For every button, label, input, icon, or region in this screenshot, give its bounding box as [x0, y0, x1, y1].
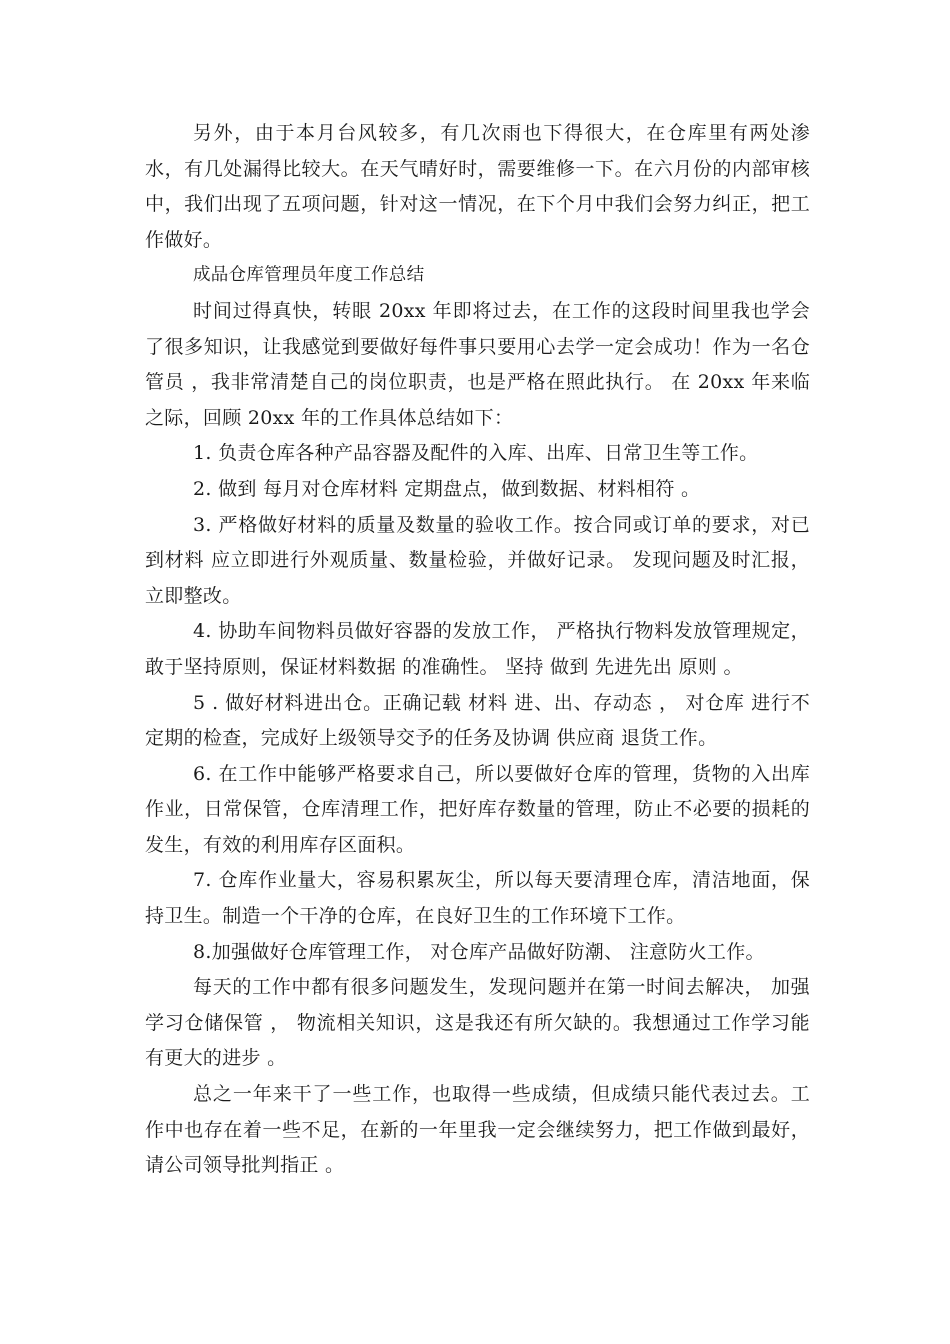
list-item-8: 8.加强做好仓库管理工作， 对仓库产品做好防潮、 注意防火工作。 — [193, 940, 765, 963]
list-item-1: 1. 负责仓库各种产品容器及配件的入库、出库、日常卫生等工作。 — [193, 442, 759, 465]
paragraph-intro: 时间过得真快，转眼 20xx 年即将过去，在工作的这段时间里我也学会了很多知识，让我感觉到要做好每件事只要用心去学一定会成功！作为一名仓管员 ，我非常清楚自己的岗位职责，也是严格在照此执行。 在 20xx 年来临之际，回顾 20xx 年的工作具体总结如下： — [145, 299, 810, 429]
paragraph-weather-repairs: 另外，由于本月台风较多，有几次雨也下得很大，在仓库里有两处渗水，有几处漏得比较大。在天气晴好时，需要维修一下。在六月份的内部审核中，我们出现了五项问题，针对这一情况，在下个月中我们会努力纠正，把工作做好。 — [145, 122, 810, 251]
list-item-6: 6. 在工作中能够严格要求自己，所以要做好仓库的管理，货物的入出库作业，日常保管，仓库清理工作，把好库存数量的管理，防止不必要的损耗的发生，有效的利用库存区面积。 — [145, 762, 810, 856]
section-title: 成品仓库管理员年度工作总结 — [193, 265, 425, 286]
paragraph-conclusion: 总之一年来干了一些工作，也取得一些成绩，但成绩只能代表过去。工作中也存在着一些不足，在新的一年里我一定会继续努力，把工作做到最好，请公司领导批判指正 。 — [145, 1083, 810, 1177]
document-body — [145, 116, 810, 1184]
list-item-5: 5 . 做好材料进出仓。正确记载 材料 进、出、存动态 ， 对仓库 进行不定期的检查，完成好上级领导交予的任务及协调 供应商 退货工作。 — [145, 691, 810, 750]
list-item-7: 7. 仓库作业量大，容易积累灰尘，所以每天要清理仓库，清洁地面，保持卫生。制造一个干净的仓库，在良好卫生的工作环境下工作。 — [145, 869, 810, 928]
list-item-2: 2. 做到 每月对仓库材料 定期盘点，做到数据、材料相符 。 — [193, 477, 701, 500]
list-item-4: 4. 协助车间物料员做好容器的发放工作， 严格执行物料发放管理规定，敢于坚持原则，保证材料数据 的准确性。 坚持 做到 先进先出 原则 。 — [145, 620, 810, 678]
paragraph-daily-problems: 每天的工作中都有很多问题发生，发现问题并在第一时间去解决， 加强学习仓储保管 ， 物流相关知识，这是我还有所欠缺的。我想通过工作学习能有更大的进步 。 — [145, 976, 810, 1070]
list-item-3: 3. 严格做好材料的质量及数量的验收工作。按合同或订单的要求，对已到材料 应立即进行外观质量、数量检验，并做好记录。 发现问题及时汇报，立即整改。 — [145, 513, 810, 607]
